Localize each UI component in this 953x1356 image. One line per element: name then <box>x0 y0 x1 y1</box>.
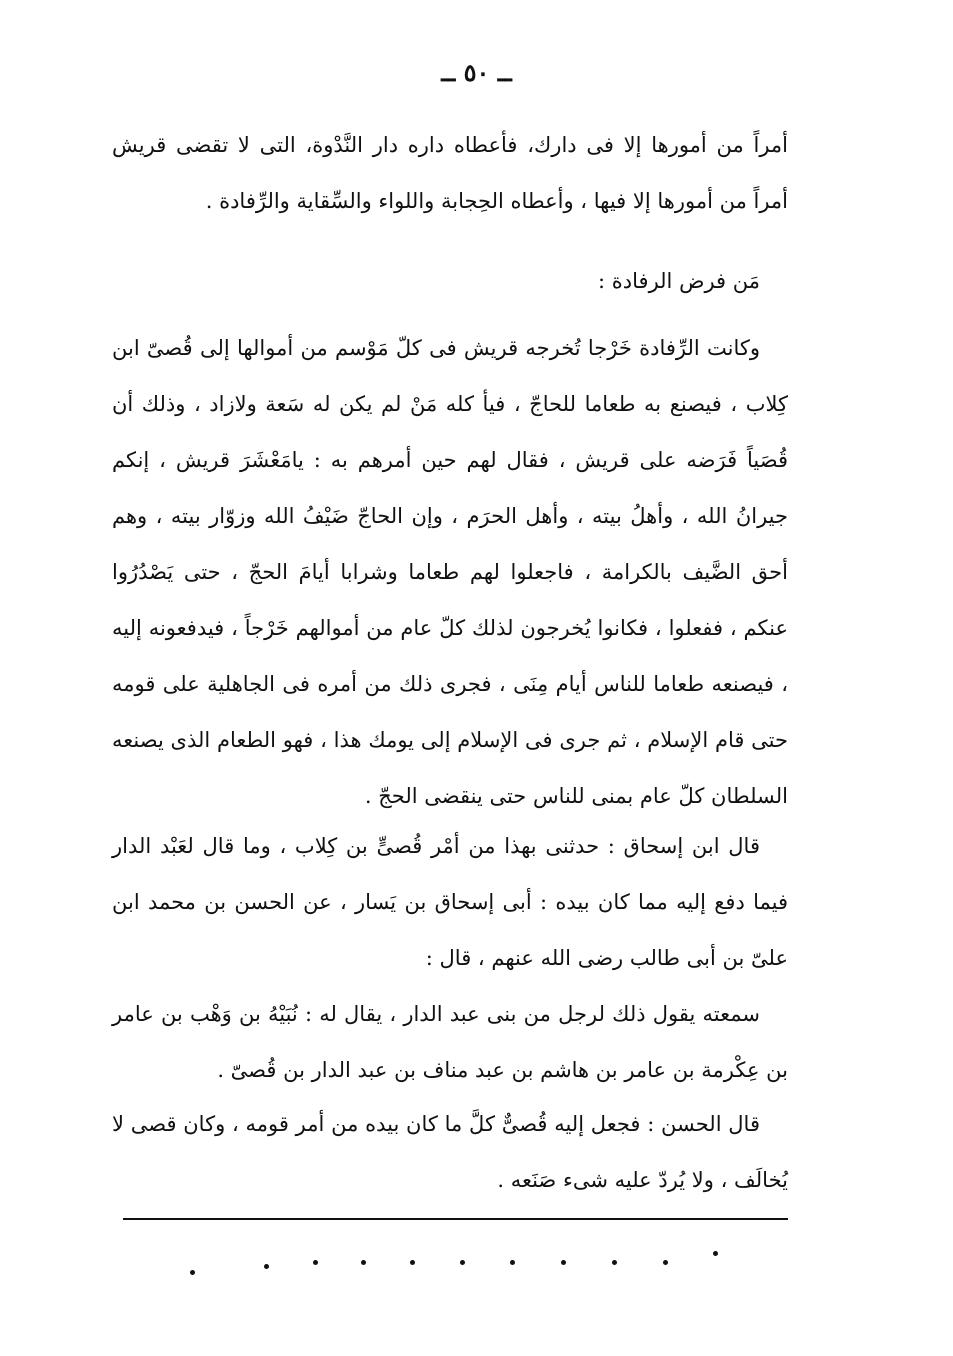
ornament-dot <box>713 1251 718 1256</box>
paragraph-ibn-ishaq-text: قال ابن إسحاق : حدثنى بهذا من أمْر قُصىٍّ بن كِلاب ، وما قال لعَبْد الدار فيما دفع إليه مما كان بيده : أبى إسحاق بن يَسار ، عن الحسن بن محمد ابن علىّ بن أبى طالب رضى الله عنهم ، قال : <box>112 834 788 970</box>
section-heading-block <box>112 253 788 309</box>
paragraph-heard <box>112 986 788 1098</box>
ornament-dot <box>663 1260 668 1265</box>
paragraph-rifada-text: وكانت الرِّفادة خَرْجا تُخرجه قريش فى كلّ مَوْسم من أموالها إلى قُصىّ ابن كِلاب ، فيصنع به طعاما للحاجّ ، فيأ كله مَنْ لم يكن له سَعة ولازاد ، وذلك أن قُصَياً فَرَضه على قريش ، فقال لهم حين أمرهم به : يامَعْشَرَ قريش ، إنكم جيرانُ الله ، وأهلُ بيته ، وأهل الحرَم ، وإن الحاجّ ضَيْفُ الله وزوّار بيته ، وهم أحق الضَّيف بالكرامة ، فاجعلوا لهم طعاما وشرابا أيامَ الحجّ ، حتى يَصْدُرُوا عنكم ، ففعلوا ، فكانوا يُخرجون لذلك كلّ عام من أموالهم خَرْجاً ، فيدفعونه إليه ، فيصنعه طعاما للناس أيام مِنَى ، فجرى ذلك من أمره فى الجاهلية على قومه حتى قام الإسلام ، ثم جرى فى الإسلام إلى يومك هذا ، فهو الطعام الذى يصنعه السلطان كلّ عام بمنى للناس حتى ينقضى الحجّ . <box>112 336 788 808</box>
ornament-dot <box>190 1270 195 1275</box>
paragraph-intro <box>112 117 788 229</box>
paragraph-heard-text: سمعته يقول ذلك لرجل من بنى عبد الدار ، يقال له : نُبَيْهُ بن وَهْب بن عامر بن عِكْرمة بن عامر بن هاشم بن عبد مناف بن عبد الدار بن قُصىّ . <box>112 1002 788 1082</box>
footer-rule <box>123 1218 788 1220</box>
page-number: ــ ٥٠ ــ <box>441 58 512 87</box>
ornament-dot <box>313 1260 318 1265</box>
ornament-dot <box>510 1260 515 1265</box>
paragraph-rifada <box>112 320 788 824</box>
paragraph-intro-text: أمراً من أمورها إلا فى دارك، فأعطاه داره دار النَّدْوة، التى لا تقضى قريش أمراً من أمورها إلا فيها ، وأعطاه الحِجابة واللواء والسِّقاية والرِّفادة . <box>112 133 788 213</box>
paragraph-hasan <box>112 1096 788 1208</box>
paragraph-hasan-text: قال الحسن : فجعل إليه قُصىٌّ كلَّ ما كان بيده من أمر قومه ، وكان قصى لا يُخالَف ، ولا يُردّ عليه شىء صَنَعه . <box>112 1112 788 1192</box>
ornament-dot <box>410 1260 415 1265</box>
ornament-dot <box>264 1264 269 1269</box>
paragraph-ibn-ishaq <box>112 818 788 986</box>
ornament-dot <box>361 1260 366 1265</box>
section-heading: مَن فرض الرفادة : <box>598 269 760 293</box>
ornament-dot <box>460 1260 465 1265</box>
ornament-dot <box>612 1260 617 1265</box>
ornament-dot <box>561 1260 566 1265</box>
